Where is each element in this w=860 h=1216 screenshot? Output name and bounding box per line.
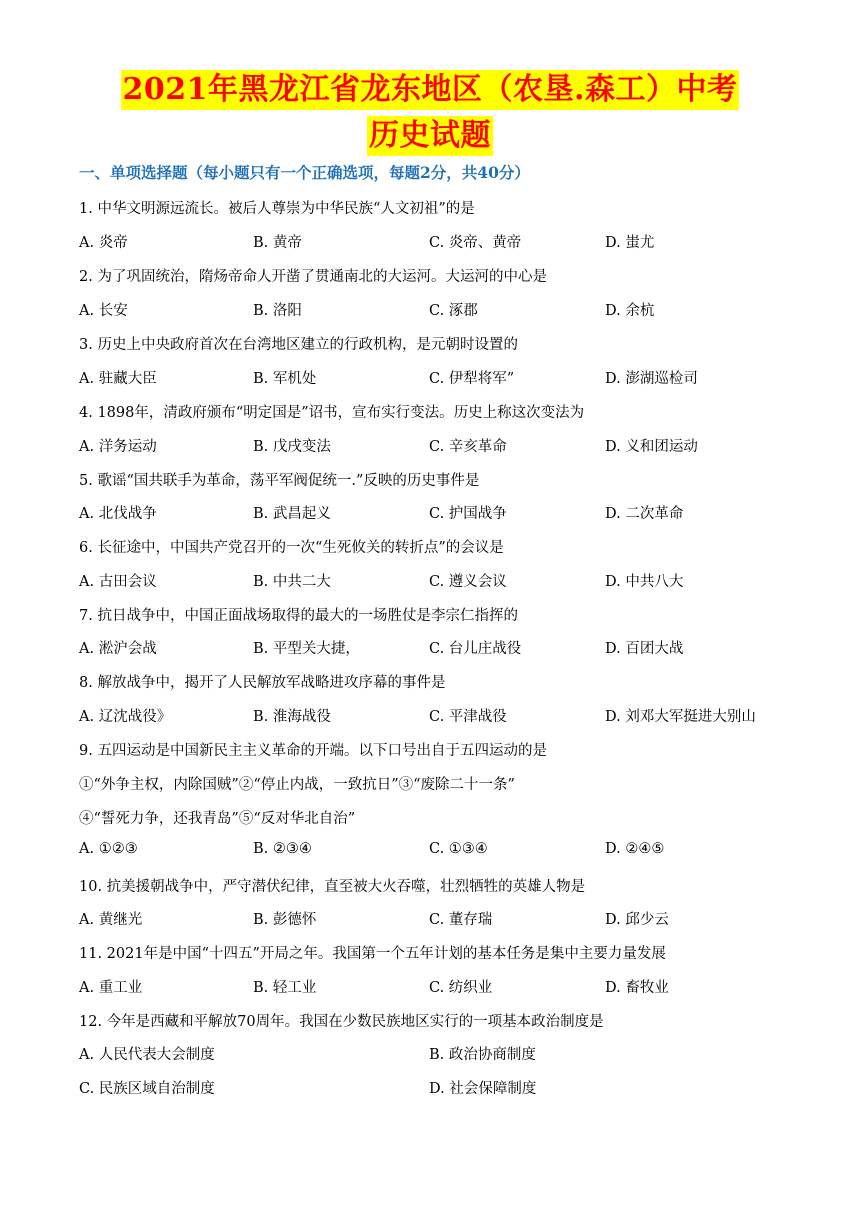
question-1-option-d[interactable]: D. 蚩尤	[605, 235, 655, 251]
question-9-slogans-line-1: ①“外争主权，内除国贼”②“停止内战，一致抗日”③“废除二十一条”	[79, 777, 515, 793]
question-4-option-c[interactable]: C. 辛亥革命	[429, 439, 507, 455]
question-8-option-d[interactable]: D. 刘邓大军挺进大别山	[605, 709, 756, 725]
question-5-option-d[interactable]: D. 二次革命	[605, 506, 684, 522]
question-12-stem: 12. 今年是西藏和平解放70周年。我国在少数民族地区实行的一项基本政治制度是	[79, 1014, 604, 1030]
question-7-option-a[interactable]: A. 淞沪会战	[79, 641, 157, 657]
question-4-option-b[interactable]: B. 戊戌变法	[253, 439, 331, 455]
exam-title-line-2: 历史试题	[367, 116, 493, 156]
question-8-option-a[interactable]: A. 辽沈战役》	[79, 709, 172, 725]
question-2-option-c[interactable]: C. 涿郡	[429, 303, 478, 319]
question-9-stem: 9. 五四运动是中国新民主主义革命的开端。以下口号出自于五四运动的是	[79, 743, 547, 759]
question-10-option-b[interactable]: B. 彭德怀	[253, 912, 317, 928]
question-11-option-b[interactable]: B. 轻工业	[253, 980, 317, 996]
question-3-option-a[interactable]: A. 驻藏大臣	[79, 371, 157, 387]
question-6-option-c[interactable]: C. 遵义会议	[429, 574, 507, 590]
question-10-stem: 10. 抗美援朝战争中，严守潜伏纪律，直至被大火吞噬，壮烈牺牲的英雄人物是	[79, 879, 586, 895]
question-1-option-b[interactable]: B. 黄帝	[253, 235, 302, 251]
question-10-option-d[interactable]: D. 邱少云	[605, 912, 669, 928]
question-3-option-d[interactable]: D. 澎湖巡检司	[605, 371, 698, 387]
question-7-option-b[interactable]: B. 平型关大捷，	[253, 641, 360, 657]
question-4-stem: 4. 1898年，清政府颁布“明定国是”诏书，宣布实行变法。历史上称这次变法为	[79, 405, 585, 421]
title-line-1-wrap	[0, 70, 860, 110]
question-5-option-b[interactable]: B. 武昌起义	[253, 506, 331, 522]
question-9-option-d[interactable]: D. ②④⑤	[605, 841, 665, 857]
question-7-option-c[interactable]: C. 台儿庄战役	[429, 641, 522, 657]
question-10-option-c[interactable]: C. 董存瑞	[429, 912, 493, 928]
question-2-option-d[interactable]: D. 余杭	[605, 303, 655, 319]
question-11-stem: 11. 2021年是中国“十四五”开局之年。我国第一个五年计划的基本任务是集中主要力量发展	[79, 946, 666, 962]
question-2-stem: 2. 为了巩固统治，隋炀帝命人开凿了贯通南北的大运河。大运河的中心是	[79, 269, 547, 285]
question-6-option-a[interactable]: A. 古田会议	[79, 574, 157, 590]
question-8-stem: 8. 解放战争中，揭开了人民解放军战略进攻序幕的事件是	[79, 675, 446, 691]
question-1-option-a[interactable]: A. 炎帝	[79, 235, 128, 251]
question-12-option-b[interactable]: B. 政治协商制度	[429, 1047, 536, 1063]
question-10-option-a[interactable]: A. 黄继光	[79, 912, 143, 928]
question-1-stem: 1. 中华文明源远流长。被后人尊崇为中华民族“人文初祖”的是	[79, 201, 475, 217]
question-9-option-a[interactable]: A. ①②③	[79, 841, 138, 857]
question-6-option-b[interactable]: B. 中共二大	[253, 574, 331, 590]
question-4-option-d[interactable]: D. 义和团运动	[605, 439, 698, 455]
question-9-option-c[interactable]: C. ①③④	[429, 841, 488, 857]
section-heading: 一、单项选择题（每小题只有一个正确选项，每题2分，共40分）	[79, 163, 530, 182]
question-8-option-c[interactable]: C. 平津战役	[429, 709, 507, 725]
exam-title-line-1: 2021年黑龙江省龙东地区（农垦.森工）中考	[121, 70, 740, 110]
question-6-stem: 6. 长征途中，中国共产党召开的一次“生死攸关的转折点”的会议是	[79, 540, 504, 556]
question-12-option-d[interactable]: D. 社会保障制度	[429, 1081, 537, 1097]
question-2-option-b[interactable]: B. 洛阳	[253, 303, 302, 319]
question-3-option-c[interactable]: C. 伊犁将军”	[429, 371, 515, 387]
question-7-stem: 7. 抗日战争中，中国正面战场取得的最大的一场胜仗是李宗仁指挥的	[79, 608, 518, 624]
question-11-option-a[interactable]: A. 重工业	[79, 980, 143, 996]
question-11-option-d[interactable]: D. 畜牧业	[605, 980, 669, 996]
question-4-option-a[interactable]: A. 洋务运动	[79, 439, 157, 455]
title-line-2-wrap	[0, 116, 860, 156]
question-12-option-a[interactable]: A. 人民代表大会制度	[79, 1047, 215, 1063]
question-1-option-c[interactable]: C. 炎帝、黄帝	[429, 235, 522, 251]
question-11-option-c[interactable]: C. 纺织业	[429, 980, 493, 996]
question-2-option-a[interactable]: A. 长安	[79, 303, 128, 319]
question-9-option-b[interactable]: B. ②③④	[253, 841, 312, 857]
question-6-option-d[interactable]: D. 中共八大	[605, 574, 684, 590]
question-12-option-c[interactable]: C. 民族区域自治制度	[79, 1081, 215, 1097]
question-9-slogans-line-2: ④“誓死力争，还我青岛”⑤“反对华北自治”	[79, 811, 356, 827]
question-5-option-a[interactable]: A. 北伐战争	[79, 506, 157, 522]
question-8-option-b[interactable]: B. 淮海战役	[253, 709, 331, 725]
question-5-stem: 5. 歌谣“国共联手为革命，荡平军阀促统一.”反映的历史事件是	[79, 473, 480, 489]
question-5-option-c[interactable]: C. 护国战争	[429, 506, 507, 522]
question-3-stem: 3. 历史上中央政府首次在台湾地区建立的行政机构，是元朝时设置的	[79, 337, 518, 353]
question-7-option-d[interactable]: D. 百团大战	[605, 641, 684, 657]
question-3-option-b[interactable]: B. 军机处	[253, 371, 317, 387]
